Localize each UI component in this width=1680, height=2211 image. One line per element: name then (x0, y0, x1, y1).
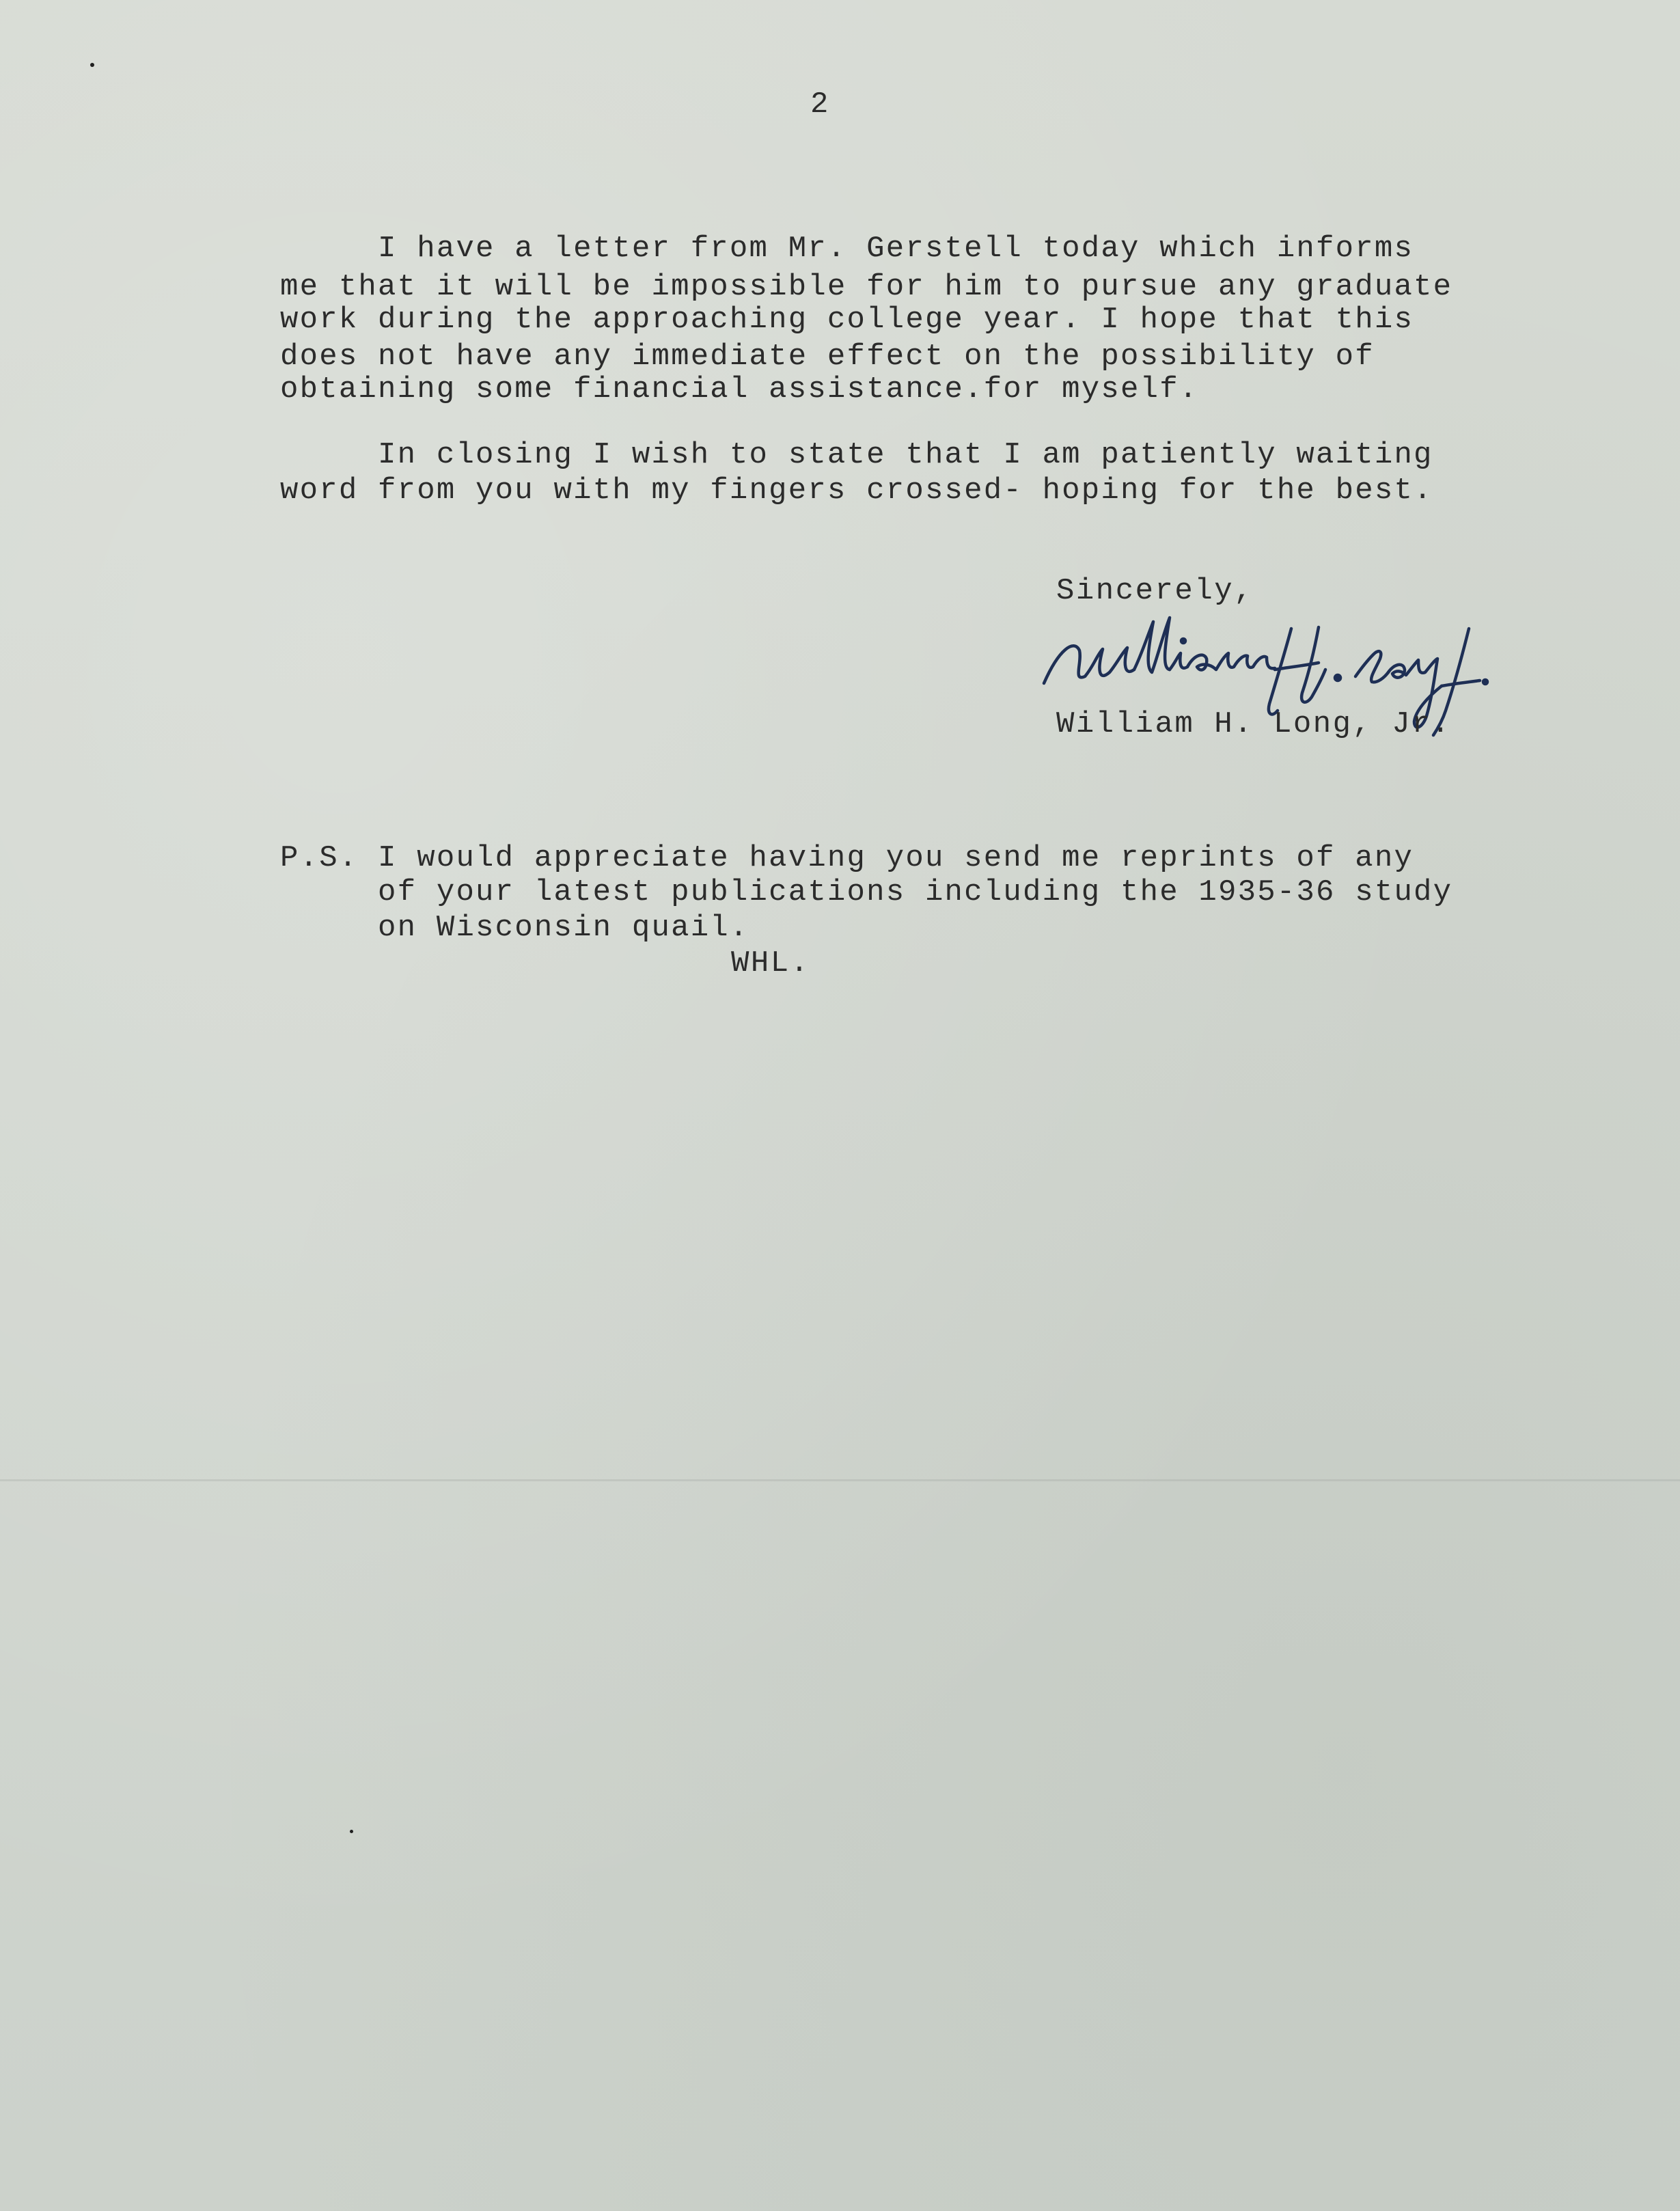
text-line: does not have any immediate effect on the possibility of (280, 340, 1375, 374)
ink-speck (90, 63, 94, 67)
postscript-line: P.S. I would appreciate having you send me reprints of any (280, 841, 1414, 875)
ink-speck (350, 1830, 353, 1833)
text-line: I have a letter from Mr. Gerstell today which informs (280, 232, 1414, 266)
closing-salutation: Sincerely, (1056, 574, 1254, 608)
text-line: In closing I wish to state that I am patiently waiting (280, 438, 1433, 472)
postscript-line: of your latest publications including the 1935-36 study (280, 875, 1453, 909)
text-line: me that it will be impossible for him to pursue any graduate (280, 270, 1453, 304)
show-through-impression (48, 232, 133, 351)
page-number: 2 (810, 87, 830, 122)
text-line: obtaining some financial assistance.for myself. (280, 372, 1199, 407)
text-line: work during the approaching college year. I hope that this (280, 303, 1414, 337)
paper-fold-line (0, 1479, 1680, 1481)
postscript-line: on Wisconsin quail. (280, 911, 749, 945)
text-line: word from you with my fingers crossed- hoping for the best. (280, 473, 1433, 508)
typed-signer-name: William H. Long, Jr. (1056, 707, 1452, 741)
typist-initials: WHL. (731, 946, 810, 980)
